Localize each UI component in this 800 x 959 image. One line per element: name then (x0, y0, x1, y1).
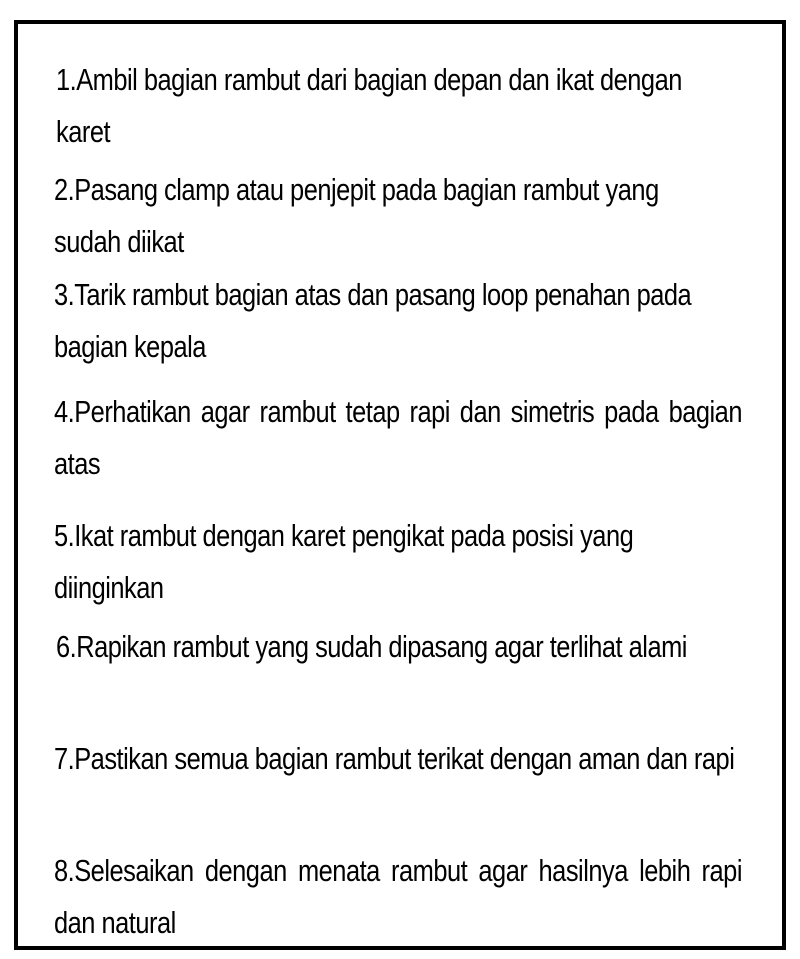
step-8: 8.Selesaikan dengan menata rambut agar hasilnya lebih rapi dan natural (54, 853, 742, 940)
step-7: 7.Pastikan semua bagian rambut terikat dengan aman dan rapi (54, 741, 735, 776)
step-3: 3.Tarik rambut bagian atas dan pasang loop penahan pada bagian kepala (54, 277, 692, 364)
step-2: 2.Pasang clamp atau penjepit pada bagian rambut yang sudah diikat (54, 172, 659, 259)
step-6: 6.Rapikan rambut yang sudah dipasang agar terlihat alami (56, 629, 687, 664)
step-4: 4.Perhatikan agar rambut tetap rapi dan simetris pada bagian atas (54, 394, 742, 481)
step-1: 1.Ambil bagian rambut dari bagian depan dan ikat dengan karet (56, 62, 682, 149)
step-5: 5.Ikat rambut dengan karet pengikat pada posisi yang diinginkan (54, 518, 634, 605)
